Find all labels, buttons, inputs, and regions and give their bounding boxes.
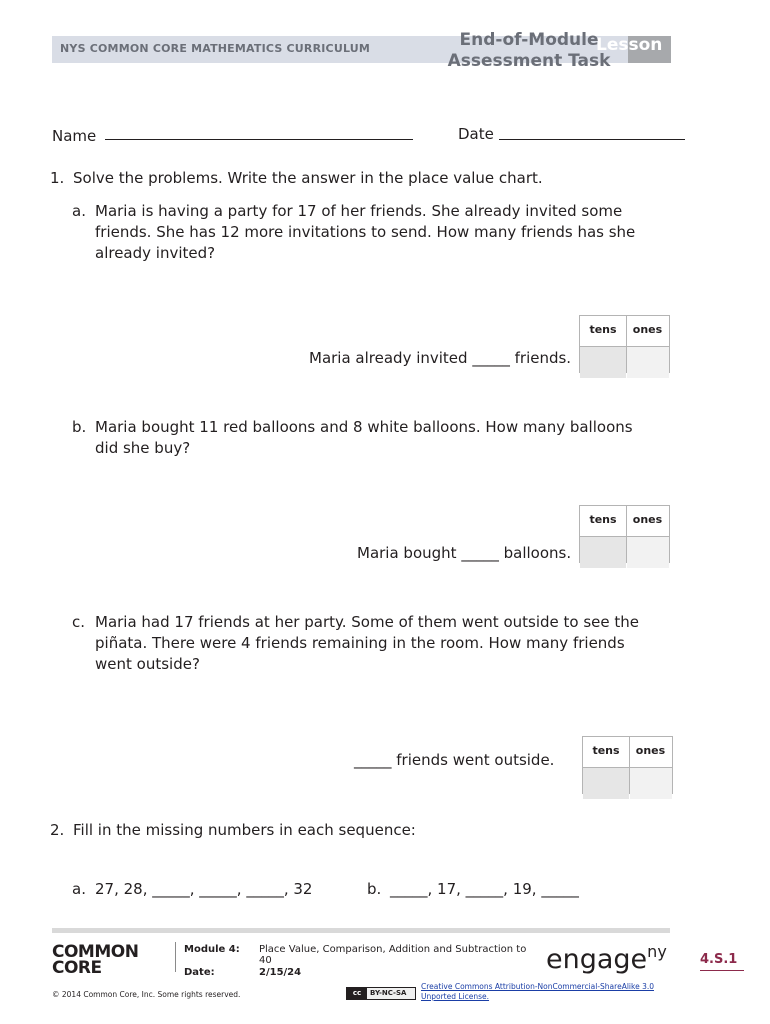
name-label: Name bbox=[52, 127, 97, 145]
footer-divider bbox=[175, 942, 176, 972]
chart-divider bbox=[626, 316, 627, 372]
q1b-line: did she buy? bbox=[95, 439, 191, 457]
q1a-letter: a. bbox=[72, 202, 86, 220]
q1a-line: already invited? bbox=[95, 244, 216, 262]
q1b-answer-blank[interactable]: _____ bbox=[461, 544, 499, 562]
module-value: Place Value, Comparison, Addition and Subtraction to 40 bbox=[259, 944, 527, 966]
ones-header: ones bbox=[632, 513, 663, 526]
ones-header: ones bbox=[635, 744, 666, 757]
tens-cell[interactable] bbox=[580, 346, 626, 378]
assessment-title bbox=[440, 30, 618, 72]
q2b-sequence[interactable]: _____, 17, _____, 19, _____ bbox=[390, 880, 579, 898]
assessment-title-line1: End-of-Module bbox=[459, 30, 599, 50]
tens-cell[interactable] bbox=[580, 536, 626, 568]
curriculum-title: NYS COMMON CORE MATHEMATICS CURRICULUM bbox=[60, 42, 371, 55]
q2a-letter: a. bbox=[72, 880, 86, 898]
q1b-answer-before: Maria bought bbox=[357, 544, 457, 562]
module-label: Module 4: bbox=[184, 944, 240, 955]
brand-name: engage bbox=[546, 944, 648, 975]
page-number: 4.S.1 bbox=[700, 952, 738, 967]
q1b-answer-after: balloons. bbox=[503, 544, 572, 562]
q1b-line: Maria bought 11 red balloons and 8 white balloons. How many balloons bbox=[95, 418, 633, 436]
q1a-answer-blank[interactable]: _____ bbox=[472, 349, 510, 367]
q1a-line: Maria is having a party for 17 of her friends. She already invited some bbox=[95, 202, 623, 220]
tens-header: tens bbox=[589, 513, 617, 526]
date-footer-value: 2/15/24 bbox=[259, 967, 302, 978]
q1b-answer-sentence bbox=[357, 543, 571, 564]
cc-badge-text: BY-NC-SA bbox=[370, 989, 407, 997]
q1-prompt: Solve the problems. Write the answer in the place value chart. bbox=[73, 169, 543, 187]
chart-divider bbox=[629, 737, 630, 793]
q1a-answer-after: friends. bbox=[514, 349, 572, 367]
name-field[interactable] bbox=[105, 124, 413, 140]
license-link[interactable]: Creative Commons Attribution-NonCommercial-ShareAlike 3.0 Unported License. bbox=[421, 982, 654, 1001]
q1c-text bbox=[95, 612, 639, 675]
tens-header: tens bbox=[589, 323, 617, 336]
common-core-logo bbox=[52, 944, 138, 976]
cc-icon: cc bbox=[347, 988, 367, 999]
q1c-place-value-chart bbox=[582, 736, 673, 794]
q1c-letter: c. bbox=[72, 613, 86, 631]
q1a-text bbox=[95, 201, 635, 264]
q1c-answer-after: friends went outside. bbox=[396, 751, 555, 769]
q1a-line: friends. She has 12 more invitations to send. How many friends has she bbox=[95, 223, 636, 241]
q1a-answer-before: Maria already invited bbox=[309, 349, 468, 367]
lesson-label: Lesson bbox=[596, 35, 663, 55]
logo-line2: CORE bbox=[52, 958, 102, 978]
q2b-letter: b. bbox=[367, 880, 382, 898]
date-footer-label: Date: bbox=[184, 967, 215, 978]
q1c-line: went outside? bbox=[95, 655, 200, 673]
chart-divider bbox=[583, 767, 672, 768]
ones-header: ones bbox=[632, 323, 663, 336]
chart-divider bbox=[626, 506, 627, 562]
ones-cell[interactable] bbox=[627, 536, 669, 568]
q2a-sequence[interactable]: 27, 28, _____, _____, _____, 32 bbox=[95, 880, 313, 898]
q1c-answer-sentence bbox=[354, 750, 554, 771]
q1a-place-value-chart bbox=[579, 315, 670, 373]
q2-number: 2. bbox=[50, 821, 65, 839]
q1b-text bbox=[95, 417, 633, 459]
q1c-answer-blank[interactable]: _____ bbox=[354, 751, 392, 769]
q1b-letter: b. bbox=[72, 418, 87, 436]
chart-divider bbox=[580, 346, 669, 347]
brand-sup: ny bbox=[647, 942, 667, 961]
q1c-line: piñata. There were 4 friends remaining in the room. How many friends bbox=[95, 634, 625, 652]
chart-divider bbox=[580, 536, 669, 537]
cc-license-badge[interactable] bbox=[346, 987, 416, 1000]
tens-cell[interactable] bbox=[583, 767, 629, 799]
ones-cell[interactable] bbox=[630, 767, 672, 799]
engageny-logo bbox=[546, 942, 667, 975]
assessment-title-line2: Assessment Task bbox=[447, 51, 611, 71]
tens-header: tens bbox=[592, 744, 620, 757]
page-number-underline bbox=[700, 970, 744, 971]
date-field[interactable] bbox=[499, 124, 685, 140]
q2-prompt: Fill in the missing numbers in each sequence: bbox=[73, 821, 416, 839]
ones-cell[interactable] bbox=[627, 346, 669, 378]
q1c-line: Maria had 17 friends at her party. Some of them went outside to see the bbox=[95, 613, 640, 631]
q1a-answer-sentence bbox=[309, 348, 571, 369]
logo-line1: COMMON bbox=[52, 942, 139, 962]
footer-rule bbox=[52, 928, 670, 933]
q1-number: 1. bbox=[50, 169, 65, 187]
date-label: Date bbox=[458, 125, 494, 143]
q1b-place-value-chart bbox=[579, 505, 670, 563]
copyright-text: © 2014 Common Core, Inc. Some rights reserved. bbox=[52, 990, 241, 999]
